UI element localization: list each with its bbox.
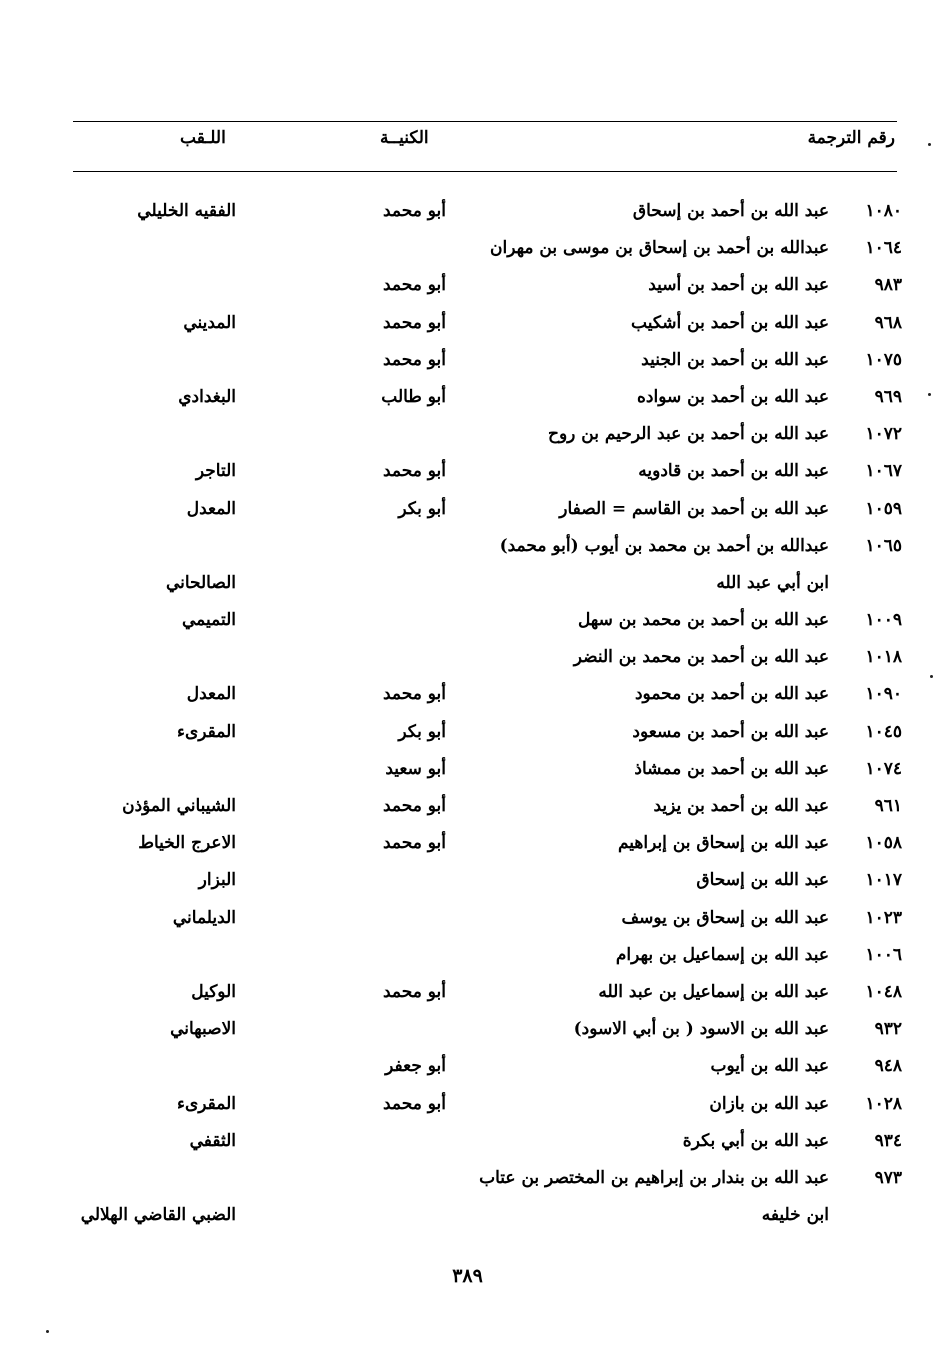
entry-laqab: الفقيه الخليلي <box>137 201 236 221</box>
header-top-rule <box>73 121 897 122</box>
entry-laqab: الصالحاني <box>165 572 236 593</box>
entry-number: ٩٦١ <box>874 796 902 816</box>
entry-laqab: الثقفي <box>189 1130 236 1151</box>
margin-speck <box>928 393 931 396</box>
entry-number: ١٠١٧ <box>865 870 902 891</box>
page-number: ٣٨٩ <box>452 1265 483 1287</box>
entry-name: عبدالله بن أحمد بن محمد بن أيوب (أبو محمد) <box>499 535 829 556</box>
entry-number: ١٠٥٨ <box>865 833 902 854</box>
entry-kunya: أبو محمد <box>383 833 446 854</box>
table-row <box>0 676 935 713</box>
entry-number: ١٠٨٠ <box>865 201 902 221</box>
entry-name: عبد الله بن أحمد بن قادويه <box>638 461 829 482</box>
table-row <box>0 416 935 453</box>
entry-number: ١٠٠٦ <box>865 944 902 965</box>
entry-name: عبدالله بن أحمد بن إسحاق بن موسى بن مهران <box>489 238 829 259</box>
entry-name: عبد الله بن أحمد بن أشكيب <box>631 312 829 333</box>
entry-number: ١٠٠٩ <box>865 610 902 631</box>
entry-number: ١٠٦٤ <box>865 238 902 259</box>
table-row <box>0 974 935 1011</box>
entry-number: ١٠٩٠ <box>865 684 902 705</box>
table-row <box>0 565 935 602</box>
entry-number: ٩٧٣ <box>874 1167 902 1188</box>
table-row <box>0 193 935 230</box>
entry-number: ١٠٤٥ <box>865 721 902 742</box>
entry-kunya: أبو طالب <box>381 386 446 407</box>
entry-kunya: أبو محمد <box>383 312 446 333</box>
table-row <box>0 1048 935 1085</box>
entry-name: عبد الله بن أيوب <box>710 1056 829 1077</box>
entry-name: عبد الله بن إسحاق بن يوسف <box>621 907 829 928</box>
table-row <box>0 788 935 825</box>
entry-number: ١٠٢٨ <box>865 1093 902 1114</box>
entry-laqab: المعدل <box>186 498 236 519</box>
entry-name: عبد الله بن إسحاق بن إبراهيم <box>617 833 829 854</box>
entry-name: عبد الله بن إسماعيل بن بهرام <box>615 944 829 965</box>
table-row <box>0 1160 935 1197</box>
entry-name: عبد الله بن أحمد بن عبد الرحيم بن روح <box>547 424 829 445</box>
entry-kunya: أبو بكر <box>398 721 446 742</box>
entry-name: عبد الله بن أحمد بن ممشاذ <box>634 758 829 779</box>
entry-kunya: أبو محمد <box>383 461 446 482</box>
entry-name: عبد الله بن أحمد بن محمد بن النضر <box>573 647 829 668</box>
header-number-label: رقم الترجمة <box>807 128 895 148</box>
entry-laqab: الاعرج الخياط <box>138 833 236 854</box>
entry-laqab: الوكيل <box>191 981 236 1002</box>
table-row <box>0 1197 935 1234</box>
entry-name: عبد الله بن بازان <box>709 1093 829 1114</box>
entry-number: ١٠٧٢ <box>865 424 902 445</box>
entry-name: عبد الله بن إسماعيل بن عبد الله <box>598 981 829 1002</box>
table-row <box>0 639 935 676</box>
entry-name: عبد الله بن أحمد بن الجنيد <box>641 349 829 370</box>
margin-speck <box>930 675 933 678</box>
table-row <box>0 305 935 342</box>
header-bottom-rule <box>73 171 897 172</box>
table-row <box>0 379 935 416</box>
table-row <box>0 825 935 862</box>
entry-name: عبد الله بن الاسود ( بن أبي الاسود) <box>573 1019 829 1040</box>
header-kunya-label: الكنيــة <box>380 128 429 148</box>
table-row <box>0 491 935 528</box>
entry-laqab: المقرىء <box>176 1093 236 1114</box>
entry-number: ١٠٧٤ <box>865 758 902 779</box>
entry-laqab: التاجر <box>195 461 236 482</box>
entry-number: ٩٦٩ <box>874 386 902 407</box>
entry-number: ١٠٥٩ <box>865 498 902 519</box>
entry-kunya: أبو محمد <box>383 349 446 370</box>
entry-number: ١٠٦٧ <box>865 461 902 482</box>
entry-name: عبد الله بن أحمد بن سواده <box>637 386 829 407</box>
entry-name: عبد الله بن أبي بكرة <box>682 1130 829 1151</box>
entry-laqab: الاصبهاني <box>170 1019 236 1040</box>
table-row <box>0 230 935 267</box>
table-row <box>0 900 935 937</box>
entry-kunya: أبو محمد <box>383 796 446 816</box>
entry-laqab: البغدادي <box>178 386 236 407</box>
entry-name: ابن أبي عبد الله <box>716 572 829 593</box>
entry-number: ١٠٢٣ <box>865 907 902 928</box>
entry-number: ١٠٤٨ <box>865 981 902 1002</box>
entry-kunya: أبو محمد <box>383 201 446 221</box>
table-row <box>0 602 935 639</box>
entry-laqab: المقرىء <box>176 721 236 742</box>
entries-table <box>0 193 935 1234</box>
table-row <box>0 1011 935 1048</box>
entry-kunya: أبو محمد <box>383 684 446 705</box>
entry-number: ٩٦٨ <box>874 312 902 333</box>
entry-name: عبد الله بن أحمد بن القاسم = الصفار <box>559 498 829 519</box>
table-row <box>0 528 935 565</box>
entry-laqab: الشيباني المؤذن <box>122 796 236 816</box>
entry-laqab: التميمي <box>182 610 236 631</box>
entry-kunya: أبو بكر <box>398 498 446 519</box>
table-row <box>0 1086 935 1123</box>
table-row <box>0 862 935 899</box>
table-row <box>0 1123 935 1160</box>
entry-number: ٩٣٢ <box>874 1019 902 1040</box>
table-row <box>0 714 935 751</box>
entry-name: عبد الله بن إسحاق <box>696 870 829 891</box>
entry-name: عبد الله بن أحمد بن أسيد <box>648 275 829 296</box>
entry-laqab: المديني <box>183 312 236 333</box>
header-laqab-label: اللـقب <box>180 128 226 148</box>
entry-kunya: أبو محمد <box>383 1093 446 1114</box>
entry-name: عبد الله بن بندار بن إبراهيم بن المختصر بن عتاب <box>479 1167 829 1188</box>
entry-number: ١٠٦٥ <box>865 535 902 556</box>
entry-name: عبد الله بن أحمد بن محمد بن سهل <box>577 610 829 631</box>
table-row <box>0 342 935 379</box>
entry-number: ١٠١٨ <box>865 647 902 668</box>
entry-number: ٩٣٤ <box>874 1130 902 1151</box>
entry-kunya: أبو محمد <box>383 275 446 296</box>
table-row <box>0 267 935 304</box>
margin-speck <box>46 1330 49 1333</box>
entry-number: ١٠٧٥ <box>865 349 902 370</box>
entry-name: ابن خليفه <box>761 1205 829 1226</box>
table-row <box>0 751 935 788</box>
entry-name: عبد الله بن أحمد بن يزيد <box>653 796 829 816</box>
entry-laqab: المعدل <box>186 684 236 705</box>
table-row <box>0 453 935 490</box>
entry-laqab: الديلماني <box>172 907 236 928</box>
entry-kunya: أبو جعفر <box>385 1056 446 1077</box>
entry-number: ٩٨٣ <box>874 275 902 296</box>
entry-name: عبد الله بن أحمد بن إسحاق <box>632 201 829 221</box>
table-row <box>0 937 935 974</box>
entry-number: ٩٤٨ <box>874 1056 902 1077</box>
entry-kunya: أبو سعيد <box>385 758 446 779</box>
entry-name: عبد الله بن أحمد بن محمود <box>634 684 829 705</box>
entry-laqab: الضبي القاضي الهلالي <box>80 1205 236 1226</box>
entry-laqab: البزار <box>198 870 236 891</box>
entry-kunya: أبو محمد <box>383 981 446 1002</box>
entry-name: عبد الله بن أحمد بن مسعود <box>632 721 829 742</box>
margin-speck <box>928 143 931 146</box>
